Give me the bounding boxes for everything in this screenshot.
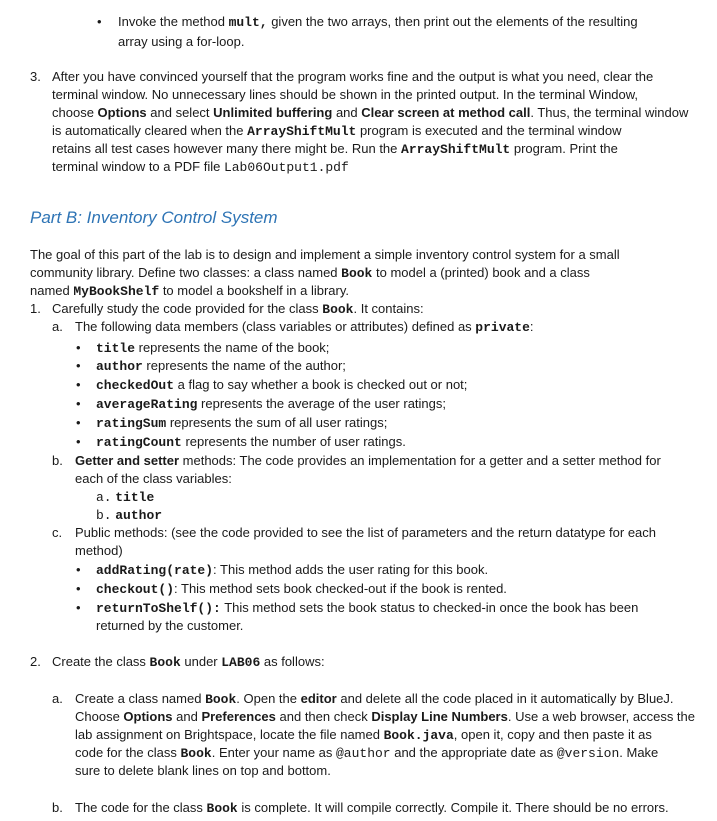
- step3-line6: terminal window to a PDF file Lab06Output1.pdf: [52, 159, 349, 175]
- step3-number: 3.: [30, 69, 41, 84]
- step2a-line5: sure to delete blank lines on top and bottom.: [75, 763, 331, 778]
- bullet-marker: •: [76, 600, 81, 615]
- member-item: ratingSum represents the sum of all user ratings;: [96, 415, 388, 431]
- intro-line3: named MyBookShelf to model a bookshelf in a library.: [30, 283, 350, 299]
- step1-number: 1.: [30, 301, 41, 316]
- step3-line5: retains all test cases however many there might be. Run the ArrayShiftMult program. Print the: [52, 141, 618, 157]
- bullet-marker: •: [76, 340, 81, 355]
- step1c-line1: Public methods: (see the code provided to see the list of parameters and the return datatype for each: [75, 525, 657, 540]
- bullet-marker: •: [76, 358, 81, 373]
- part-b-heading: Part B: Inventory Control System: [30, 208, 278, 227]
- step1a-text: The following data members (class variables or attributes) defined as private:: [75, 319, 534, 335]
- step1b-label: b.: [52, 453, 63, 468]
- step2a-line1: Create a class named Book. Open the editor and delete all the code placed in it automatically by BlueJ.: [75, 691, 674, 707]
- bullet-marker: •: [76, 415, 81, 430]
- step1a-label: a.: [52, 319, 63, 334]
- bullet-marker: •: [76, 562, 81, 577]
- step1c-label: c.: [52, 525, 63, 540]
- intro-line2: community library. Define two classes: a class named Book to model a (printed) book and a class: [30, 265, 590, 281]
- bullet-marker: •: [76, 377, 81, 392]
- member-item: ratingCount represents the number of user ratings.: [96, 434, 406, 450]
- step3-line2: terminal window. No unnecessary lines should be shown in the printed output. In the terminal Window,: [52, 87, 639, 102]
- getter-item: a. title: [96, 490, 155, 505]
- method-item: checkout(): This method sets book checked-out if the book is rented.: [96, 581, 507, 597]
- getter-item: b. author: [96, 508, 163, 523]
- step2b-line1: The code for the class Book is complete. It will compile correctly. Compile it. There should be no errors.: [75, 800, 669, 816]
- step3-line3: choose Options and select Unlimited buffering and Clear screen at method call. Thus, the terminal window: [52, 105, 689, 120]
- step1-text: Carefully study the code provided for the class Book. It contains:: [52, 301, 424, 317]
- step1b-line1: Getter and setter methods: The code provides an implementation for a getter and a setter method for: [75, 453, 661, 468]
- step2-number: 2.: [30, 654, 41, 669]
- member-item: checkedOut a flag to say whether a book is checked out or not;: [96, 377, 468, 393]
- bullet-marker: •: [76, 396, 81, 411]
- step3-line1: After you have convinced yourself that the program works fine and the output is what you need, clear the: [52, 69, 654, 84]
- member-item: averageRating represents the average of the user ratings;: [96, 396, 447, 412]
- step3-line4: is automatically cleared when the ArrayShiftMult program is executed and the terminal window: [52, 123, 622, 139]
- method-item-return-line1: returnToShelf(): This method sets the book status to checked-in once the book has been: [96, 600, 639, 616]
- step1c-line2: method): [75, 543, 123, 558]
- member-item: author represents the name of the author;: [96, 358, 346, 374]
- step2a-label: a.: [52, 691, 63, 706]
- top-bullet-line2: array using a for-loop.: [118, 34, 245, 49]
- method-item-return-line2: returned by the customer.: [96, 618, 244, 633]
- step2a-line3: lab assignment on Brightspace, locate the file named Book.java, open it, copy and then paste it as: [75, 727, 652, 743]
- bullet-marker: •: [76, 434, 81, 449]
- step2-text: Create the class Book under LAB06 as follows:: [52, 654, 325, 670]
- bullet-marker: •: [97, 14, 102, 29]
- step2a-line2: Choose Options and Preferences and then check Display Line Numbers. Use a web browser, access the: [75, 709, 696, 724]
- top-bullet-line1: Invoke the method mult, given the two arrays, then print out the elements of the resulting: [118, 14, 638, 30]
- method-item: addRating(rate): This method adds the user rating for this book.: [96, 562, 489, 578]
- step2a-line4: code for the class Book. Enter your name as @author and the appropriate date as @version. Make: [75, 745, 659, 761]
- intro-line1: The goal of this part of the lab is to design and implement a simple inventory control system for a small: [30, 247, 620, 262]
- bullet-marker: •: [76, 581, 81, 596]
- step2b-label: b.: [52, 800, 63, 815]
- member-item: title represents the name of the book;: [96, 340, 330, 356]
- step1b-line2: each of the class variables:: [75, 471, 232, 486]
